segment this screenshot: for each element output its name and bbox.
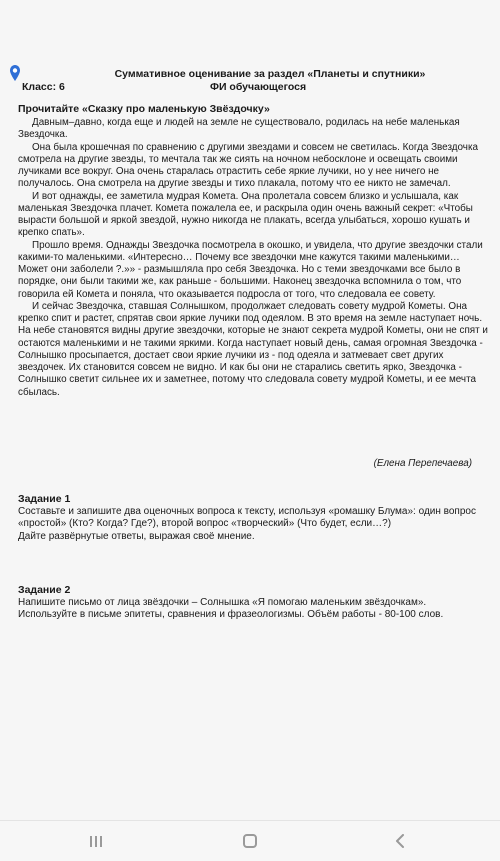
home-icon (243, 834, 257, 848)
story-text (18, 117, 488, 399)
home-button[interactable] (230, 829, 270, 853)
student-name-label: ФИ обучающегося (210, 81, 307, 93)
story-paragraph: И вот однажды, ее заметила мудрая Комета. Она пролетала совсем близко и услышала, как маленькая Звездочка плачет. Комета пожалела ее, и раскрыла один очень важный секрет: «Чтобы вырасти большой и яркой звездой, нужно никогда не плакать, всегда улыбаться, хорошо кушать и крепко спать». (18, 190, 473, 239)
task2-text: Напишите письмо от лица звёздочки – Солнышка «Я помогаю маленьким звёздочкам». Используйте в письме эпитеты, сравнения и фразеологизмы. Объём работы - 80-100 слов. (18, 597, 444, 621)
recent-apps-button[interactable] (76, 829, 116, 853)
recent-apps-icon (90, 836, 102, 847)
story-paragraph: Она была крошечная по сравнению с другими звездами и совсем не светилась. Когда Звездочка смотрела на другие звезды, то мечтала так же сиять на ночном небосклоне и освещать своими лучиками все вокруг. Она очень старалась отрастить себе яркие лучики, но у нее ничего не получалось. Она смотрела на другие звезды и тихо плакала, потому что ее никто не замечал. (18, 141, 478, 190)
location-pin-icon (9, 64, 21, 82)
task1-heading: Задание 1 (18, 493, 71, 505)
story-paragraph: Прошло время. Однажды Звездочка посмотрела в окошко, и увидела, что другие звездочки стали какими-то маленькими. «Интересно… Почему все звездочки мне кажутся такими маленькими…Может они заболели ?.»» - размышляла про себя Звездочка. Но с теми звездочками все было в порядке, они были такими же, как раньше - большими. Наконец звездочка вспомнила о том, что говорила ей Комета и поняла, что оказывается подросла от того, что следовала ее совету. (18, 239, 483, 300)
task1-text (18, 506, 488, 543)
story-paragraph: И сейчас Звездочка, ставшая Солнышком, продолжает следовать совету мудрой Кометы. Она крепко спит и растет, спрятав свои яркие лучики под одеялом. В это время на земле наступает ночь. На небе становятся видны другие звездочки, которые не знают секрета мудрой Кометы, они не спят и остаются маленькими и не такими яркими. Когда наступает новый день, самая огромная Звездочка - Солнышко просыпается, достает свои яркие лучики из - под одеяла и затмевает свет других звездочек. Их становится совсем не видно. И как бы они не старались светить ярко, Звездочка - Солнышко светит сильнее их и заметнее, потому что следовала совету мудрой Кометы, и ее мечта сбылась. (18, 300, 488, 398)
back-icon (395, 834, 405, 848)
task1-instruction-2: Дайте развёрнутые ответы, выражая своё мнение. (18, 530, 255, 542)
class-label: Класс: 6 (22, 81, 65, 93)
document-title: Суммативное оценивание за раздел «Планеты и спутники» (114, 68, 426, 80)
story-author: (Елена Перепечаева) (373, 458, 472, 469)
task2-heading: Задание 2 (18, 584, 71, 596)
system-nav-bar (0, 820, 500, 861)
task1-instruction: Составьте и запишите два оценочных вопроса к тексту, используя «ромашку Блума»: один вопрос «простой» (Кто? Когда? Где?), второй вопрос «творческий» (Что будет, если…?) (18, 506, 476, 530)
story-heading: Прочитайте «Сказку про маленькую Звёздочку» (18, 103, 270, 115)
story-paragraph: Давным–давно, когда еще и людей на земле не существовало, родилась на небе маленькая Звездочка. (18, 117, 460, 141)
back-button[interactable] (380, 829, 420, 853)
